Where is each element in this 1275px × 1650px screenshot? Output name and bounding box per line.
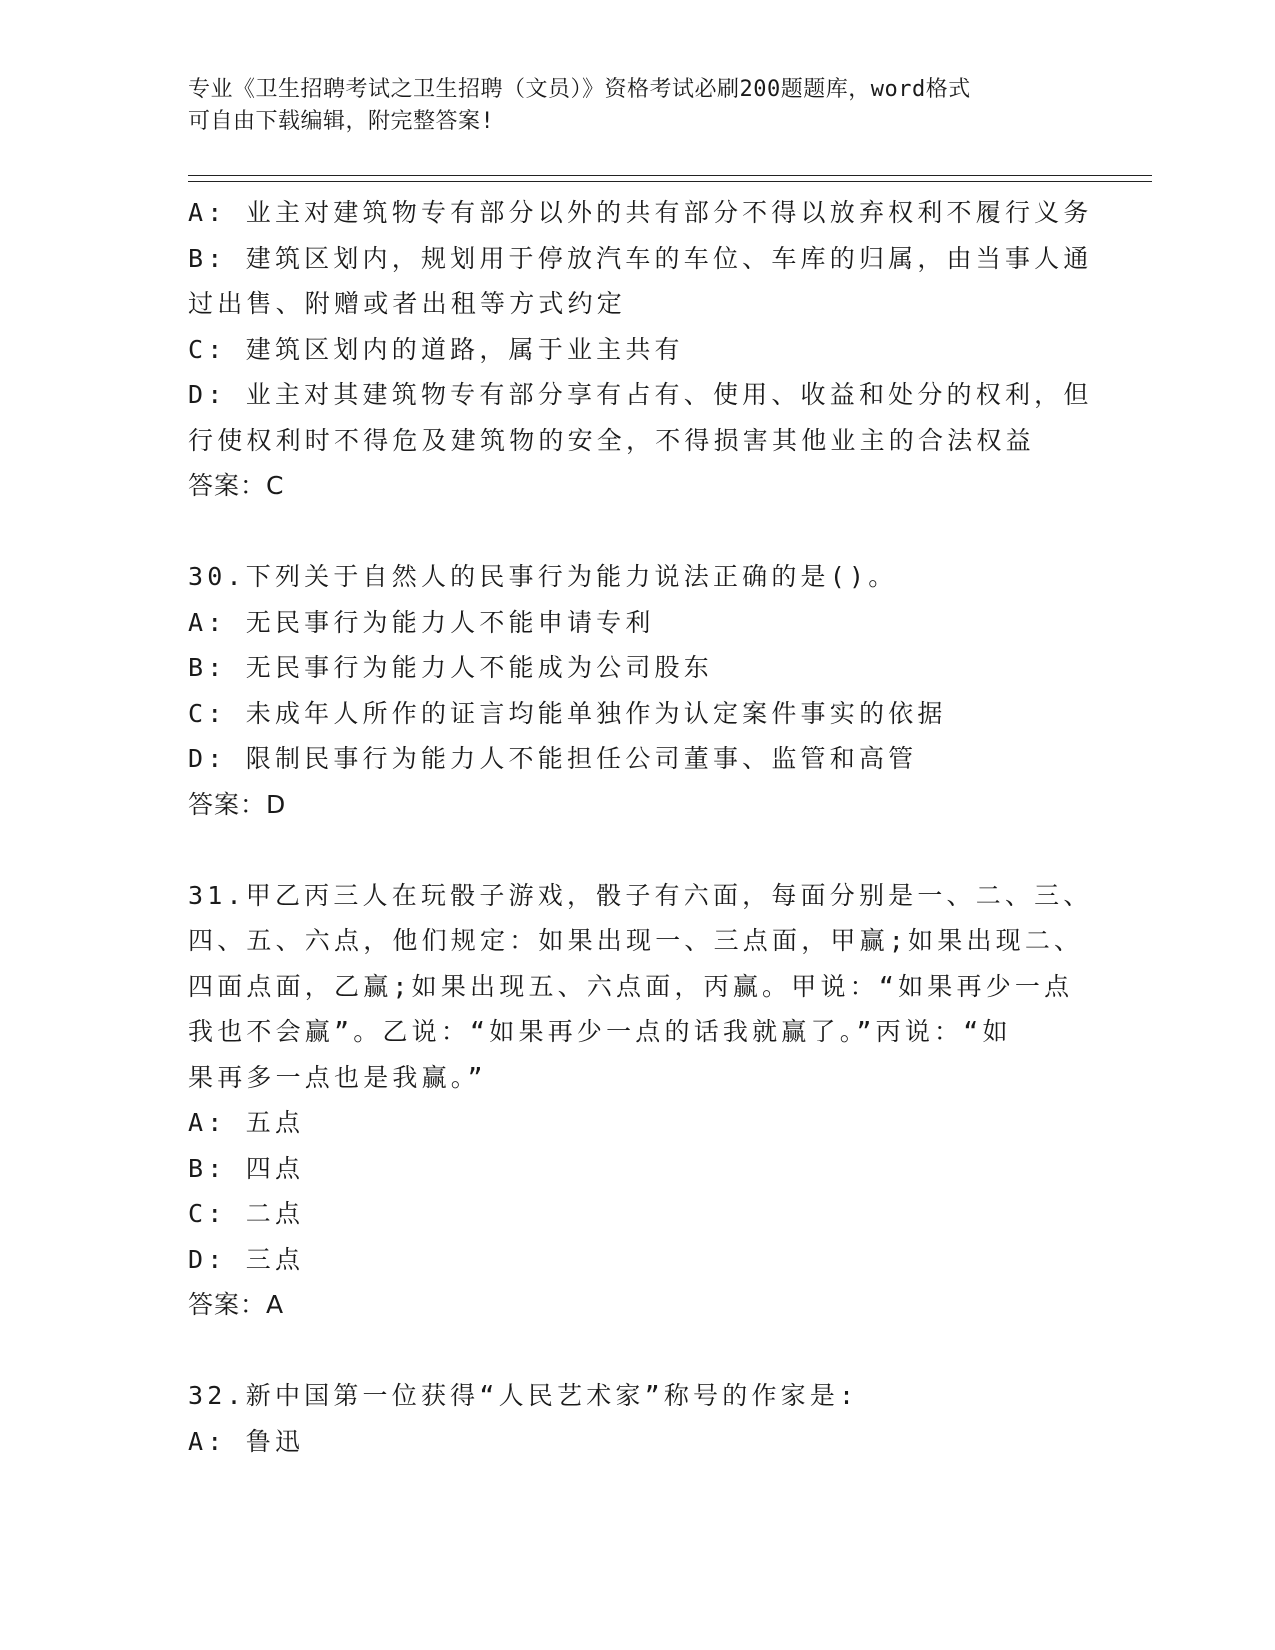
question-text: 30.下列关于自然人的民事行为能力说法正确的是()。	[188, 562, 898, 591]
option-b: B: 四点	[188, 1153, 305, 1183]
answer-label: 答案：A	[188, 1290, 285, 1319]
question-text-continued: 四、五、六点，他们规定：如果出现一、三点面，甲赢;如果出现二、	[188, 926, 1084, 955]
option-a: A: 业主对建筑物专有部分以外的共有部分不得以放弃权利不履行义务	[188, 198, 1093, 227]
question-text-continued: 果再多一点也是我赢。”	[188, 1062, 487, 1092]
option-d: D: 限制民事行为能力人不能担任公司董事、监管和高管	[188, 744, 918, 773]
question-content	[188, 190, 1093, 1464]
question-32-block	[188, 1373, 1088, 1464]
header-divider-top	[188, 175, 1152, 176]
answer-label: 答案：C	[188, 471, 285, 500]
spacer	[188, 509, 1088, 555]
question-text: 32.新中国第一位获得“人民艺术家”称号的作家是:	[188, 1381, 859, 1410]
option-c: C: 未成年人所作的证言均能单独作为认定案件事实的依据	[188, 698, 947, 728]
question-text: 31.甲乙丙三人在玩骰子游戏，骰子有六面，每面分别是一、二、三、	[188, 880, 1093, 910]
option-d: D: 三点	[188, 1244, 305, 1274]
document-header	[188, 74, 1068, 138]
header-title-line-2: 可自由下载编辑，附完整答案!	[188, 109, 495, 134]
question-text-continued: 我也不会赢”。乙说：“如果再少一点的话我就赢了。”丙说：“如	[188, 1017, 1012, 1046]
option-a: A: 鲁迅	[188, 1426, 305, 1456]
option-a: A: 五点	[188, 1108, 305, 1137]
spacer	[188, 1328, 1088, 1374]
option-b: B: 建筑区划内，规划用于停放汽车的车位、车库的归属，由当事人通	[188, 243, 1093, 273]
option-b-continued: 过出售、附赠或者出租等方式约定	[188, 289, 627, 318]
header-title-line-1: 专业《卫生招聘考试之卫生招聘（文员）》资格考试必刷200题题库，word格式	[188, 77, 971, 102]
option-b: B: 无民事行为能力人不能成为公司股东	[188, 653, 713, 682]
question-31-block	[188, 873, 1093, 1328]
header-divider-bottom	[188, 181, 1152, 182]
option-a: A: 无民事行为能力人不能申请专利	[188, 607, 655, 637]
answer-label: 答案：D	[188, 789, 287, 819]
question-text-continued: 四面点面，乙赢;如果出现五、六点面，丙赢。甲说：“如果再少一点	[188, 971, 1074, 1001]
spacer	[188, 827, 1088, 873]
option-d: D: 业主对其建筑物专有部分享有占有、使用、收益和处分的权利，但	[188, 380, 1093, 409]
question-29-block	[188, 190, 1093, 509]
question-30-block	[188, 554, 1088, 827]
option-d-continued: 行使权利时不得危及建筑物的安全，不得损害其他业主的合法权益	[188, 425, 1035, 455]
option-c: C: 二点	[188, 1199, 305, 1228]
option-c: C: 建筑区划内的道路，属于业主共有	[188, 334, 684, 364]
